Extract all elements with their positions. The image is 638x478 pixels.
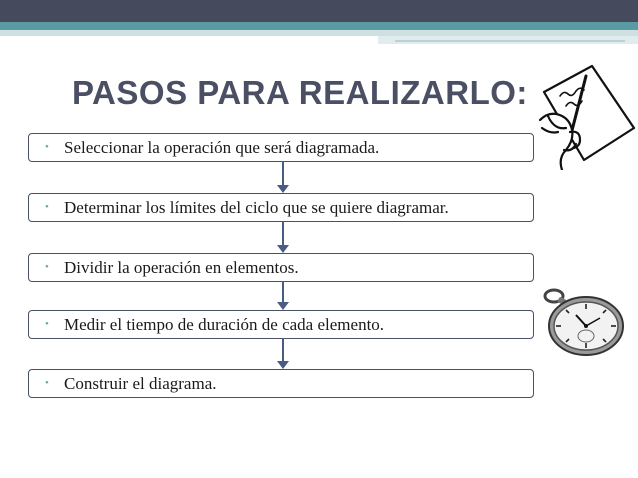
header-band-teal	[0, 22, 638, 30]
bullet: •	[45, 261, 49, 273]
step-box-3	[28, 253, 534, 282]
header-band-line	[395, 40, 625, 42]
bullet: •	[45, 141, 49, 153]
pocket-watch-icon	[540, 288, 626, 358]
step-text-2: Determinar los límites del ciclo que se quiere diagramar.	[64, 198, 449, 217]
step-box-4	[28, 310, 534, 339]
flow-arrow-3	[276, 281, 290, 310]
flow-arrow-2	[276, 221, 290, 253]
step-text-1: Seleccionar la operación que será diagramada.	[64, 138, 380, 157]
step-box-1	[28, 133, 534, 162]
slide-title: PASOS PARA REALIZARLO:	[72, 74, 528, 111]
step-text-4: Medir el tiempo de duración de cada elemento.	[64, 315, 385, 334]
flow-arrow-1	[276, 161, 290, 193]
step-box-2	[28, 193, 534, 222]
step-box-5	[28, 369, 534, 398]
bullet: •	[45, 377, 49, 389]
bullet: •	[45, 201, 49, 213]
bullet: •	[45, 318, 49, 330]
flow-arrow-4	[276, 338, 290, 369]
step-text-5: Construir el diagrama.	[64, 374, 217, 393]
header-band-dark	[0, 0, 638, 22]
step-text-3: Dividir la operación en elementos.	[64, 258, 299, 277]
hand-writing-icon	[534, 58, 638, 170]
